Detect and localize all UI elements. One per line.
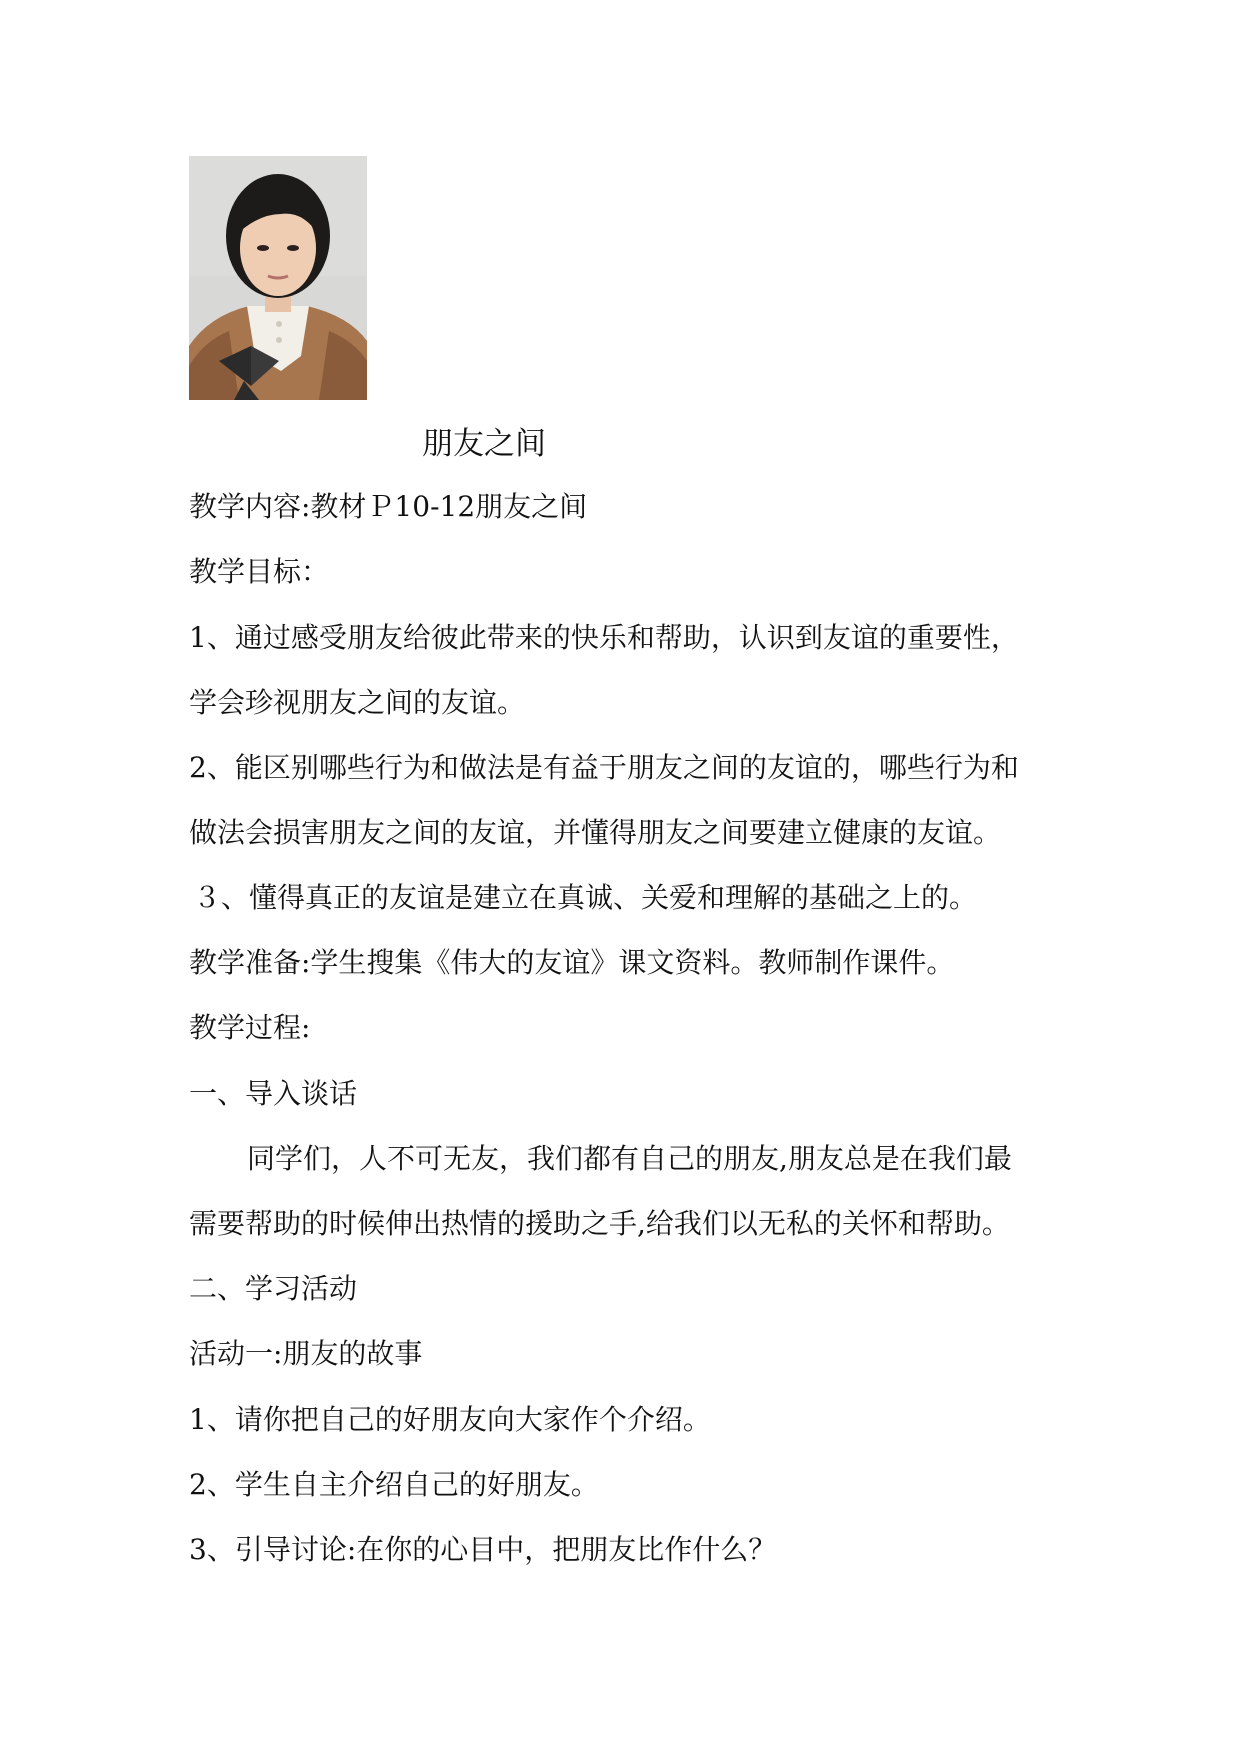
activity-1-heading: 活动一:朋友的故事	[189, 1337, 423, 1370]
teaching-content-line: 教学内容:教材Ｐ10-12朋友之间	[189, 490, 588, 523]
activity-step-3: 3、引导讨论:在你的心目中，把朋友比作什么？	[189, 1533, 777, 1566]
goal-2-line-1: 2、能区别哪些行为和做法是有益于朋友之间的友谊的，哪些行为和	[189, 751, 1019, 784]
intro-paragraph-line-2: 需要帮助的时候伸出热情的援助之手,给我们以无私的关怀和帮助。	[189, 1207, 1010, 1240]
activity-step-2: 2、学生自主介绍自己的好朋友。	[189, 1468, 599, 1501]
teacher-photo	[189, 156, 367, 400]
activity-step-1: 1、请你把自己的好朋友向大家作个介绍。	[189, 1403, 711, 1436]
goal-1-line-2: 学会珍视朋友之间的友谊。	[189, 686, 526, 719]
teaching-process-heading: 教学过程:	[189, 1011, 311, 1044]
goal-1-line-1: 1、通过感受朋友给彼此带来的快乐和帮助，认识到友谊的重要性，	[189, 621, 1019, 654]
teaching-goals-heading: 教学目标：	[189, 555, 330, 588]
goal-2-line-2: 做法会损害朋友之间的友谊，并懂得朋友之间要建立健康的友谊。	[189, 816, 1002, 849]
intro-paragraph-line-1: 同学们，人不可无友，我们都有自己的朋友,朋友总是在我们最	[247, 1142, 1012, 1175]
section-2-heading: 二、学习活动	[189, 1272, 358, 1305]
teaching-preparation-line: 教学准备:学生搜集《伟大的友谊》课文资料。教师制作课件。	[189, 946, 955, 979]
section-1-heading: 一、导入谈话	[189, 1077, 358, 1110]
goal-3-line: ３、懂得真正的友谊是建立在真诚、关爱和理解的基础之上的。	[193, 881, 978, 914]
page-title: 朋友之间	[422, 426, 546, 462]
